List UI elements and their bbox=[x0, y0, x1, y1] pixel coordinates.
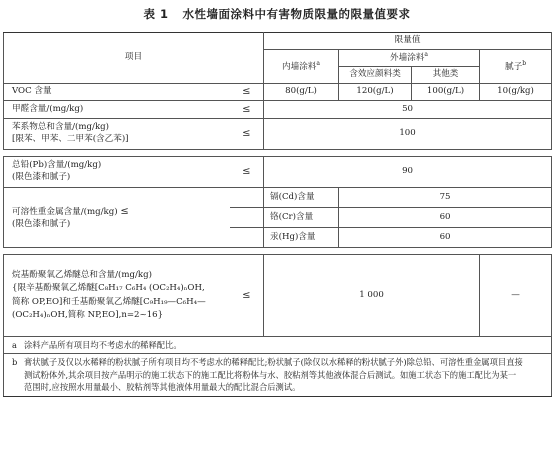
header-effect: 含效应颜料类 bbox=[339, 67, 412, 84]
cr-label: 铬(Cr)含量 bbox=[264, 208, 339, 228]
header-item: 项目 bbox=[4, 33, 264, 84]
benzene-label: 苯系物总和含量/(mg/kg) [限苯、甲苯、二甲苯(含乙苯)] bbox=[4, 119, 230, 150]
table-title-text: 水性墙面涂料中有害物质限量的限量值要求 bbox=[182, 7, 411, 21]
voc-interior: 80(g/L) bbox=[264, 84, 339, 101]
note-b bbox=[4, 354, 552, 396]
cd-value: 75 bbox=[339, 188, 552, 208]
cd-label: 镉(Cd)含量 bbox=[264, 188, 339, 208]
note-b-mark: b bbox=[12, 357, 18, 368]
apeo-putty: — bbox=[480, 255, 552, 337]
note-a bbox=[4, 337, 552, 354]
hg-value: 60 bbox=[339, 228, 552, 248]
table-number: 表 1 bbox=[143, 7, 169, 21]
apeo-value: 1 000 bbox=[264, 255, 480, 337]
row-voc bbox=[4, 84, 552, 101]
apeo-label: 烷基酚聚氧乙烯醚总和含量/(mg/kg) {限辛基酚聚氧乙烯醚[C₈H₁₇ C₆H₄ (OC₂H₄)ₙOH, 简称 OP,EO]和壬基酚聚氧乙烯醚[C₉H₁₉—C₆H₄— (OC₂H₄)ₙOH,简称 NP,EO],n=2~16} bbox=[4, 255, 230, 337]
note-b-text: 膏状腻子及仅以水稀释的粉状腻子所有项目均不考虑水的稀释配比;粉状腻子(除仅以水稀释的粉状腻子外)除总铅、可溶性重金属项目直接测试粉体外,其余项目按产品明示的施工状态下的施工配比将粉体与水、胶粘剂等其他液体混合后测试。如施工状态下的施工配比为某一范围时,应按照水用量最小、胶粘剂等其他液体用量最大的配比混合后测试。 bbox=[24, 357, 523, 393]
row-benzene bbox=[4, 119, 552, 150]
lead-le: ≤ bbox=[230, 157, 264, 188]
header-other: 其他类 bbox=[412, 67, 480, 84]
lead-value: 90 bbox=[264, 157, 552, 188]
voc-putty: 10(g/kg) bbox=[480, 84, 552, 101]
header-interior: 内墙涂料$^a$ bbox=[264, 50, 339, 84]
apeo-le: ≤ bbox=[230, 255, 264, 337]
formaldehyde-value: 50 bbox=[264, 101, 552, 119]
header-exterior: 外墙涂料$^a$ bbox=[339, 50, 480, 67]
formaldehyde-le: ≤ bbox=[230, 101, 264, 119]
heavy-label: 可溶性重金属含量/(mg/kg) ≤ (限色漆和腻子) bbox=[4, 188, 230, 248]
cr-value: 60 bbox=[339, 208, 552, 228]
voc-label: VOC 含量 bbox=[4, 84, 230, 101]
header-limit: 限量值 bbox=[264, 33, 552, 50]
benzene-value: 100 bbox=[264, 119, 552, 150]
voc-le: ≤ bbox=[230, 84, 264, 101]
row-formaldehyde bbox=[4, 101, 552, 119]
lead-label: 总铅(Pb)含量/(mg/kg) (限色漆和腻子) bbox=[4, 157, 230, 188]
table-title bbox=[0, 6, 554, 22]
voc-other: 100(g/L) bbox=[412, 84, 480, 101]
voc-effect: 120(g/L) bbox=[339, 84, 412, 101]
limits-table bbox=[3, 32, 552, 397]
row-lead bbox=[4, 157, 552, 188]
heavy-spacer bbox=[230, 188, 264, 208]
hg-label: 汞(Hg)含量 bbox=[264, 228, 339, 248]
row-apeo bbox=[4, 255, 552, 337]
note-a-mark: a bbox=[12, 340, 17, 350]
row-cd bbox=[4, 188, 552, 208]
header-putty: 腻子$^b$ bbox=[480, 50, 552, 84]
note-a-text: 涂料产品所有项目均不考虑水的稀释配比。 bbox=[24, 340, 182, 350]
formaldehyde-label: 甲醛含量/(mg/kg) bbox=[4, 101, 230, 119]
benzene-le: ≤ bbox=[230, 119, 264, 150]
